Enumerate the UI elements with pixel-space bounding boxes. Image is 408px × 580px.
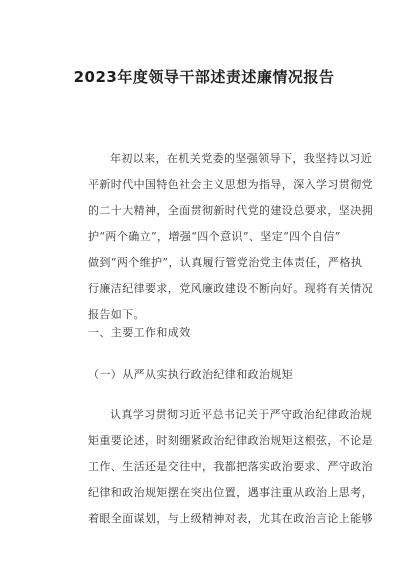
body-line: 认真学习贯彻习近平总书记关于严守政治纪律政治规	[110, 408, 373, 421]
intro-line: 报告如下。	[88, 308, 145, 321]
section-heading: 一、主要工作和成效	[88, 326, 191, 339]
subsection-heading: （一）从严从实执行政治纪律和政治规矩	[88, 368, 294, 381]
intro-line: 年初以来，在机关党委的坚强领导下，我坚持以习近	[110, 152, 373, 165]
intro-line: 的二十大精神，全面贯彻新时代党的建设总要求，坚决拥	[88, 204, 373, 217]
intro-line: 平新时代中国特色社会主义思想为指导，深入学习贯彻党	[88, 178, 373, 191]
intro-line: 做到“两个维护”，认真履行管党治党主体责任，严格执	[88, 256, 363, 269]
body-line: 工作、生活还是交往中，我都把落实政治要求、严守政治	[88, 460, 373, 473]
intro-line: 行廉洁纪律要求，党风廉政建设不断向好。现将有关情况	[88, 282, 373, 295]
document-title: 2023年度领导干部述责述廉情况报告	[73, 68, 335, 86]
body-line: 着眼全面谋划，与上级精神对表，尤其在政治言论上能够	[88, 512, 373, 525]
intro-paragraph	[88, 146, 373, 328]
intro-line: 护“两个确立”，增强“四个意识”、坚定“四个自信”	[88, 230, 341, 243]
body-line: 矩重要论述，时刻绷紧政治纪律政治规矩这根弦，不论是	[88, 434, 373, 447]
body-line: 纪律和政治规矩摆在突出位置，遇事注重从政治上思考，	[88, 486, 373, 499]
body-paragraph	[88, 402, 373, 532]
